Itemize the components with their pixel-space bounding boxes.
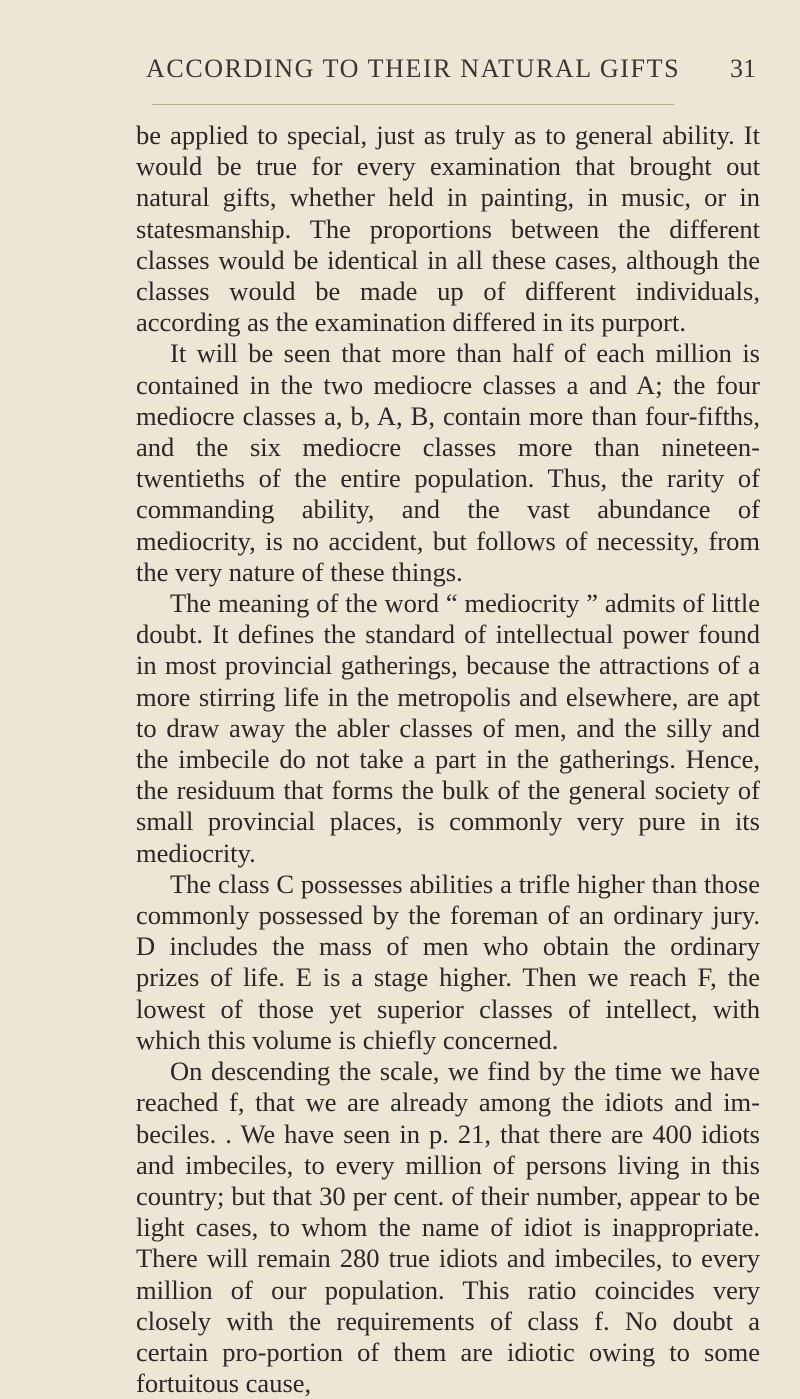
body-text bbox=[136, 120, 760, 1399]
running-title: ACCORDING TO THEIR NATURAL GIFTS bbox=[146, 54, 681, 83]
running-head bbox=[136, 54, 760, 88]
paragraph: be applied to special, just as truly as to general ability. It would be true for every examination that brought out natural gifts, whether held in painting, in music, or in statesmanship. The proportions between the different classes would be identical in all these cases, although the classes would be made up of different individuals, according as the examination differed in its purport. bbox=[136, 120, 760, 338]
header-rule bbox=[152, 104, 674, 105]
page-number: 31 bbox=[730, 54, 756, 83]
paragraph: It will be seen that more than half of each million is contained in the two mediocre classes a and A; the four mediocre classes a, b, A, B, contain more than four-fifths, and the six mediocre classes more than nineteen-twentieths of the entire population. Thus, the rarity of commanding ability, and the vast abundance of mediocrity, is no accident, but follows of necessity, from the very nature of these things. bbox=[136, 338, 760, 587]
paragraph: The meaning of the word “ mediocrity ” admits of little doubt. It defines the standard of intellectual power found in most provincial gatherings, because the attractions of a more stirring life in the metropolis and elsewhere, are apt to draw away the abler classes of men, and the silly and the imbecile do not take a part in the gatherings. Hence, the residuum that forms the bulk of the general society of small provincial places, is commonly very pure in its mediocrity. bbox=[136, 588, 760, 868]
paragraph: On descending the scale, we find by the time we have reached f, that we are already among the idiots and im-beciles. . We have seen in p. 21, that there are 400 idiots and imbeciles, to every million of persons living in this country; but that 30 per cent. of their number, appear to be light cases, to whom the name of idiot is inappropriate. There will remain 280 true idiots and imbeciles, to every million of our population. This ratio coincides very closely with the requirements of class f. No doubt a certain pro-portion of them are idiotic owing to some fortuitous cause, bbox=[136, 1056, 760, 1399]
paragraph: The class C possesses abilities a trifle higher than those commonly possessed by the foreman of an ordinary jury. D includes the mass of men who obtain the ordinary prizes of life. E is a stage higher. Then we reach F, the lowest of those yet superior classes of intellect, with which this volume is chiefly concerned. bbox=[136, 868, 760, 1055]
